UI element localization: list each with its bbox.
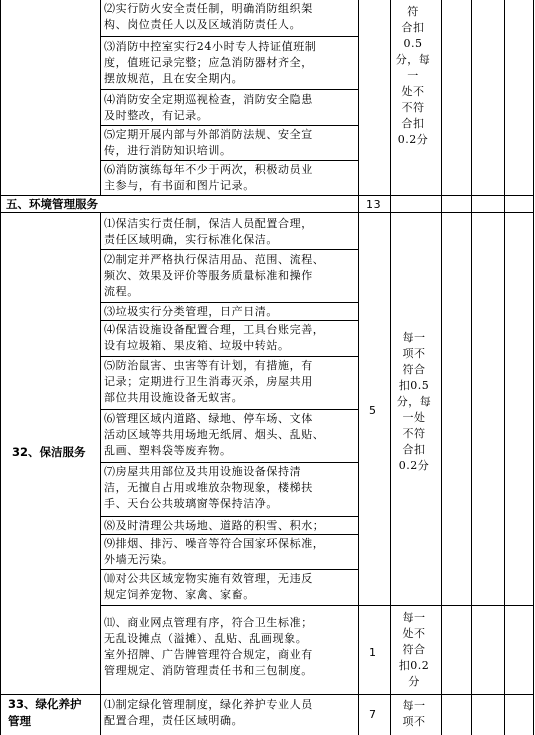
fire-deduction-rule: 符 合扣 0.5 分，每一 处不 不符 合扣 0.2分 — [395, 5, 431, 146]
item-32-points-commercial: 1 — [369, 646, 377, 659]
section-points: 13 — [366, 198, 382, 211]
item-32-deduction-main: 每一 项不 符合 扣0.5 分，每 一处 不符 合扣 0.2分 — [396, 331, 432, 472]
item-33-name-line1: 33、绿化养护 — [8, 697, 82, 711]
item-33-name-line2: 管理 — [8, 714, 31, 728]
item-32-points-main: 5 — [369, 404, 377, 417]
item-32-name: 32、保洁服务 — [12, 445, 86, 459]
section-title: 五、环境管理服务 — [6, 197, 98, 211]
item-32-deduction-commercial: 每一 处不 符合 扣0.2 分 — [398, 611, 430, 688]
item-33-points: 7 — [369, 708, 377, 721]
item-33-deduction: 每一 项不 — [402, 699, 426, 728]
